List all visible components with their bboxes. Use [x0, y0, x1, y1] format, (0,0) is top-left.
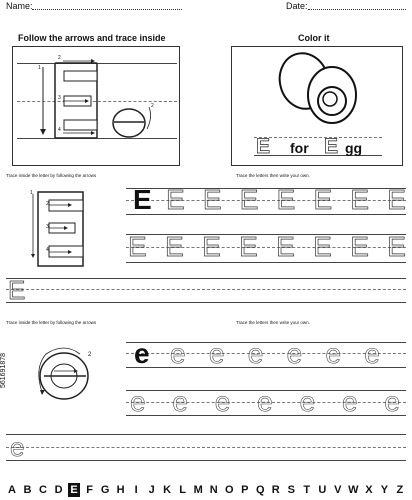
trace-letter-E[interactable]: E [128, 231, 147, 262]
word-trace-E[interactable]: E [256, 135, 271, 158]
alphabet-letter: O [224, 484, 234, 496]
alphabet-letter: Y [380, 484, 389, 496]
alphabet-letter: P [241, 484, 249, 496]
trace-letter-e[interactable]: e [208, 338, 225, 369]
trace-letter-E[interactable]: E [313, 231, 332, 262]
section1-left-instruction: Trace inside the letter by following the arrows [6, 173, 97, 178]
trace-letter-e[interactable]: e [299, 386, 316, 417]
section2-left-instruction: Trace inside the letter by following the arrows [6, 320, 97, 325]
solid-letter-E: E [133, 184, 152, 215]
trace-letter-e[interactable]: e [286, 338, 303, 369]
trace-letter-E[interactable]: E [387, 184, 406, 215]
free-row1-trace-E[interactable]: E [8, 275, 26, 305]
solid-letter-e: e [134, 338, 150, 369]
alphabet-letter: X [365, 484, 373, 496]
alphabet-letter: H [116, 484, 125, 496]
alphabet-letter: F [86, 484, 93, 496]
alphabet-letter: U [318, 484, 327, 496]
trace-letter-E[interactable]: E [166, 184, 185, 215]
alphabet-letter: W [348, 484, 359, 496]
big-letter-E-arrows [30, 186, 120, 272]
trace-letter-E[interactable]: E [165, 231, 184, 262]
color-it-title: Color it [298, 33, 330, 43]
trace-letter-E[interactable]: E [239, 231, 258, 262]
alphabet-letter: Z [396, 484, 404, 496]
trace-letter-e[interactable]: e [257, 386, 273, 417]
alphabet-letter: I [134, 484, 138, 496]
top-left-title: Follow the arrows and trace inside [18, 33, 166, 43]
trace-letter-E[interactable]: E [387, 231, 406, 262]
trace-letter-E[interactable]: E [276, 184, 296, 215]
alphabet-letter: V [334, 484, 342, 496]
alphabet-letter: T [303, 484, 311, 496]
word-gg: gg [345, 140, 363, 156]
alphabet-letter: N [209, 484, 218, 496]
section1-right-instruction: Trace the letters then write your own. [236, 173, 310, 178]
trace-letter-e[interactable]: e [170, 338, 186, 369]
watermark: 561691878 [0, 352, 7, 388]
trace-row-3[interactable] [170, 340, 380, 368]
free-row2-trace-e[interactable]: e [10, 432, 25, 462]
trace-letter-E[interactable]: E [350, 184, 370, 215]
trace-letter-e[interactable]: e [364, 338, 380, 369]
trace-row-4[interactable] [130, 388, 400, 416]
arrow-trace-panel: 2 1 3 4 2 [12, 46, 180, 166]
trace-letter-E[interactable]: E [350, 231, 369, 262]
alphabet-letter: J [148, 484, 155, 496]
alphabet-letter: B [23, 484, 32, 496]
alphabet-letter: Q [255, 484, 265, 496]
trace-letter-e[interactable]: e [247, 338, 264, 369]
alphabet-letter: S [287, 484, 295, 496]
trace-row-1[interactable] [166, 185, 406, 215]
word-trace-E2[interactable]: E [324, 135, 339, 158]
trace-row-2[interactable] [128, 232, 406, 262]
alphabet-letter: C [39, 484, 47, 496]
trace-letter-E[interactable]: E [202, 231, 221, 262]
alphabet-letter: M [193, 484, 203, 496]
section2-right-instruction: Trace the letters then write your own. [236, 320, 310, 325]
alphabet-letter: D [54, 484, 63, 496]
alphabet-letter: E [68, 483, 80, 497]
trace-letter-E[interactable]: E [202, 184, 222, 215]
alphabet-letter: A [8, 484, 16, 496]
trace-letter-e[interactable]: e [172, 386, 188, 417]
date-label: Date: [286, 1, 308, 11]
trace-letter-e[interactable]: e [384, 386, 400, 417]
trace-letter-e[interactable]: e [214, 386, 231, 417]
word-for: for [290, 140, 309, 156]
name-label: Name: [6, 1, 33, 11]
trace-letter-e[interactable]: e [130, 386, 146, 417]
alphabet-letter: K [163, 484, 172, 496]
trace-letter-E[interactable]: E [276, 231, 295, 262]
date-line[interactable] [308, 0, 406, 10]
trace-letter-E[interactable]: E [313, 184, 333, 215]
alphabet-letter: L [179, 484, 187, 496]
big-letter-e-arrows [28, 340, 108, 410]
alphabet-strip [0, 480, 412, 500]
color-it-panel [231, 46, 403, 166]
trace-letter-E[interactable]: E [239, 184, 259, 215]
trace-letter-e[interactable]: e [341, 386, 358, 417]
trace-letter-e[interactable]: e [325, 338, 342, 369]
alphabet-letter: G [100, 484, 110, 496]
alphabet-letter: R [271, 484, 280, 496]
name-line[interactable] [32, 0, 182, 10]
